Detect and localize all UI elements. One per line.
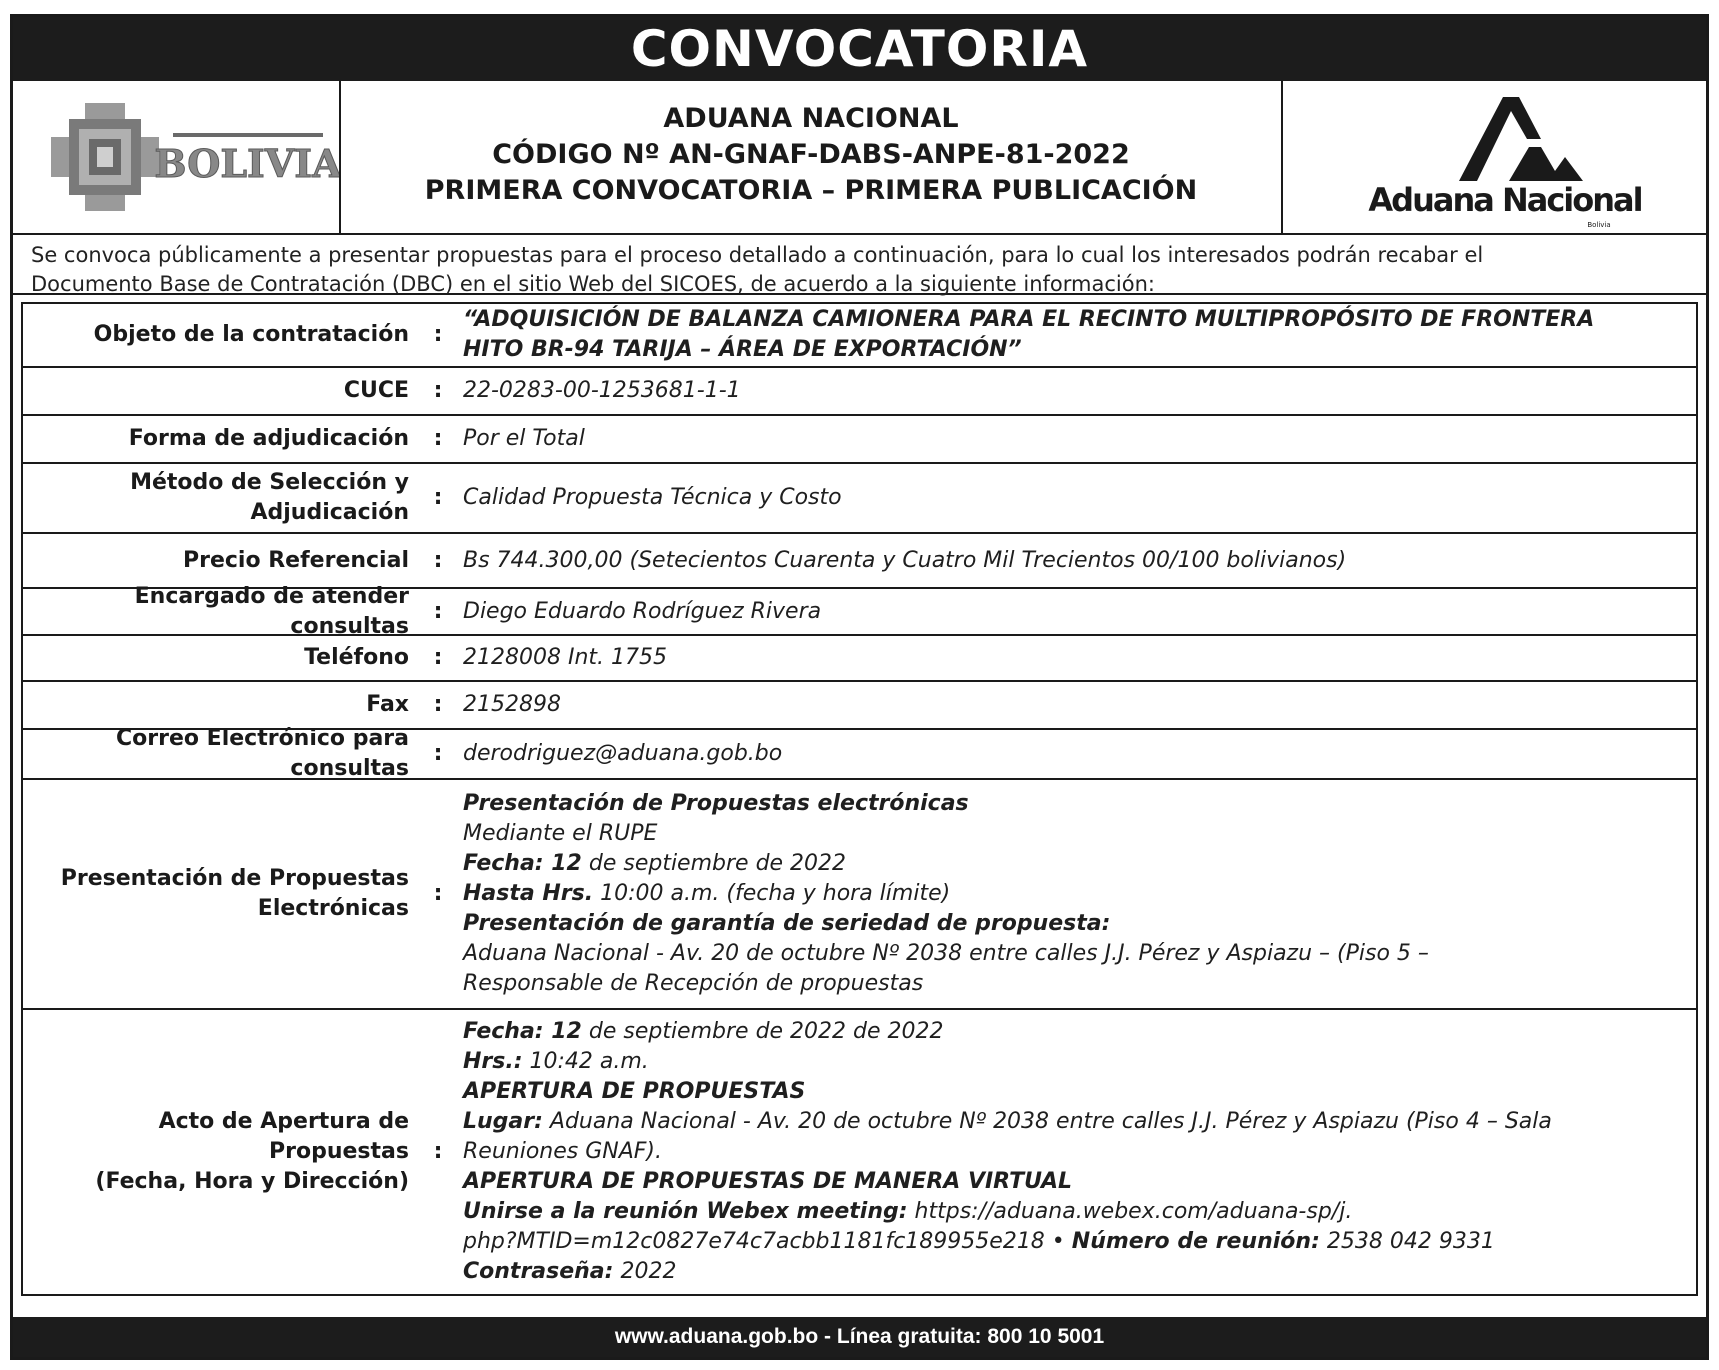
row-objeto: Objeto de la contratación : “ADQUISICIÓN DE BALANZA CAMIONERA PARA EL RECINTO MULTIPROPÓSITO DE FRONTERA HITO BR-94 TARIJA – ÁREA DE EXPORTACIÓN” xyxy=(23,304,1696,368)
svg-text:Bolivia: Bolivia xyxy=(1587,221,1611,229)
value-correo: derodriguez@aduana.gob.bo xyxy=(463,741,783,766)
row-fax: Fax : 2152898 xyxy=(23,682,1696,730)
value-encargado: Diego Eduardo Rodríguez Rivera xyxy=(463,598,822,624)
row-presentacion: Presentación de Propuestas Electrónicas : Presentación de Propuestas electrónicas Mediante el RUPE Fecha: 12 de septiembre de 2022 Hasta Hrs. 10:00 a.m. (fecha y hora límite) Presentación de garantía de seriedad de propuesta: Aduana Nacional - Av. 20 de octubre Nº 2038 entre calles J.J. Pérez y Aspiazu – (Piso 5 – Responsable de Recepción de propuestas xyxy=(23,780,1696,1010)
value-precio: Bs 744.300,00 (Setecientos Cuarenta y Cuatro Mil Trecientos 00/100 bolivianos) xyxy=(463,547,1347,573)
row-encargado: Encargado de atender consultas : Diego Eduardo Rodríguez Rivera xyxy=(23,589,1696,636)
value-acto: Fecha: 12 de septiembre de 2022 de 2022 Hrs.: 10:42 a.m. APERTURA DE PROPUESTAS Lugar: Aduana Nacional - Av. 20 de octubre Nº 2038 entre calles J.J. Pérez y Aspiazu (Piso 4 – Sala Reuniones GNAF). APERTURA DE PROPUESTAS DE MANERA VIRTUAL Unirse a la reunión Webex meeting: https://aduana.webex.com/aduana-sp/j. php?MTID=m12c0827e74c7acbb1181fc189955e218 • Número de reunión: 2538 042 9331 Contraseña: 2022 xyxy=(463,1019,1552,1284)
aduana-mountain-icon xyxy=(1283,81,1708,233)
value-objeto: “ADQUISICIÓN DE BALANZA CAMIONERA PARA EL RECINTO MULTIPROPÓSITO DE FRONTERA HITO BR-94 TARIJA – ÁREA DE EXPORTACIÓN” xyxy=(463,307,1595,362)
row-metodo: Método de Selección y Adjudicación : Calidad Propuesta Técnica y Costo xyxy=(23,464,1696,534)
value-fax: 2152898 xyxy=(463,692,561,717)
header xyxy=(13,81,1706,235)
process-code: CÓDIGO Nº AN-GNAF-DABS-ANPE-81-2022 xyxy=(492,139,1130,170)
row-forma: Forma de adjudicación : Por el Total xyxy=(23,416,1696,464)
aduana-logo xyxy=(1281,81,1708,233)
svg-text:Aduana Nacional: Aduana Nacional xyxy=(1368,181,1642,219)
webex-link-cont[interactable]: php?MTID=m12c0827e74c7acbb1181fc189955e218 • xyxy=(463,1229,1072,1254)
svg-text:BOLIVIA: BOLIVIA xyxy=(154,141,339,186)
footer-contact: www.aduana.gob.bo - Línea gratuita: 800 10 5001 xyxy=(13,1317,1706,1357)
row-telefono: Teléfono : 2128008 Int. 1755 xyxy=(23,636,1696,682)
row-acto: Acto de Apertura de Propuestas (Fecha, Hora y Dirección) : Fecha: 12 de septiembre de 2022 de 2022 Hrs.: 10:42 a.m. APERTURA DE PROPUESTAS Lugar: Aduana Nacional - Av. 20 de octubre Nº 2038 entre calles J.J. Pérez y Aspiazu (Piso 4 – Sala Reuniones GNAF). APERTURA DE PROPUESTAS DE MANERA VIRTUAL Unirse a la reunión Webex meeting: https://aduana.webex.com/aduana-sp/j. php?MTID=m12c0827e74c7acbb1181fc189955e218 • Número de reunión: 2538 042 9331 Contraseña: 2022 xyxy=(23,1010,1696,1294)
value-metodo: Calidad Propuesta Técnica y Costo xyxy=(463,485,842,510)
page-title: CONVOCATORIA xyxy=(13,17,1706,81)
row-cuce: CUCE : 22-0283-00-1253681-1-1 xyxy=(23,368,1696,416)
row-precio: Precio Referencial : Bs 744.300,00 (Setecientos Cuarenta y Cuatro Mil Trecientos 00/100 bolivianos) xyxy=(23,534,1696,589)
bolivia-emblem-icon xyxy=(13,81,339,233)
value-presentacion: Presentación de Propuestas electrónicas Mediante el RUPE Fecha: 12 de septiembre de 2022 Hasta Hrs. 10:00 a.m. (fecha y hora límite) Presentación de garantía de seriedad de propuesta: Aduana Nacional - Av. 20 de octubre Nº 2038 entre calles J.J. Pérez y Aspiazu – (Piso 5 – Responsable de Recepción de propuestas xyxy=(463,791,1429,996)
bolivia-logo xyxy=(13,81,341,233)
document-frame xyxy=(10,14,1709,1360)
row-correo: Correo Electrónico para consultas : derodriguez@aduana.gob.bo xyxy=(23,730,1696,780)
label-objeto: Objeto de la contratación xyxy=(93,322,409,347)
info-table xyxy=(21,302,1698,1296)
intro-text: Se convoca públicamente a presentar propuestas para el proceso detallado a continuación, para lo cual los interesados podrán recabar el Documento Base de Contratación (DBC) en el sitio Web del SICOES, de acuerdo a la siguiente información: xyxy=(13,235,1706,295)
header-center xyxy=(341,81,1281,233)
value-forma: Por el Total xyxy=(463,426,585,451)
webex-link[interactable]: https://aduana.webex.com/aduana-sp/j. xyxy=(907,1199,1353,1224)
value-telefono: 2128008 Int. 1755 xyxy=(463,645,668,670)
institution-name: ADUANA NACIONAL xyxy=(663,103,959,134)
publication-type: PRIMERA CONVOCATORIA – PRIMERA PUBLICACIÓN xyxy=(424,175,1198,206)
value-cuce: 22-0283-00-1253681-1-1 xyxy=(463,378,741,403)
